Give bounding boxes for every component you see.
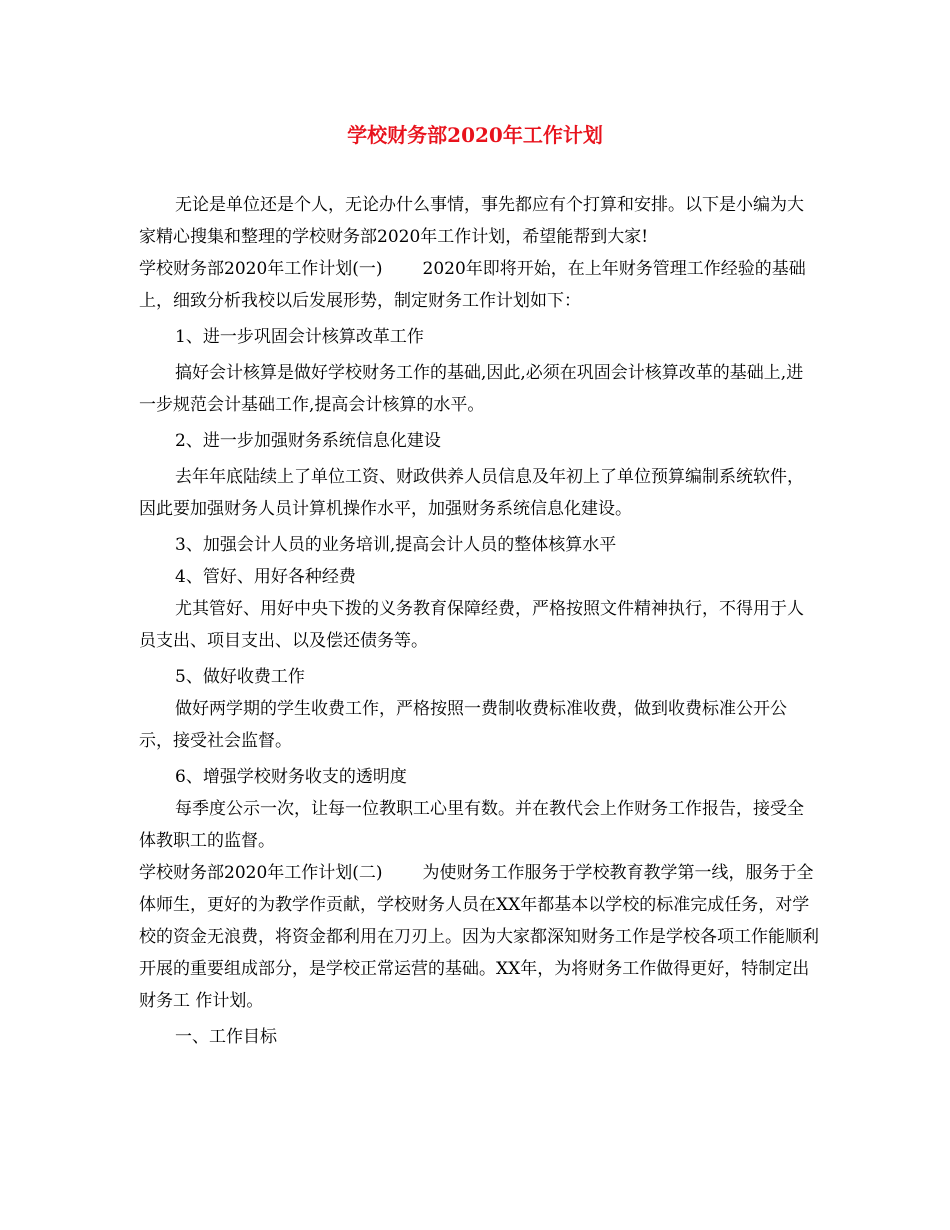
section-one-heading: 学校财务部2020年工作计划(一) [139, 259, 383, 279]
item-3-heading: 3、加强会计人员的业务培训,提高会计人员的整体核算水平 [175, 535, 617, 555]
item-6-text: 每季度公示一次，让每一位教职工心里有数。并在教代会上作财务工作报告，接受全体教职工的监督。 [139, 799, 804, 851]
item-5-text: 做好两学期的学生收费工作，严格按照一费制收费标准收费，做到收费标准公开公示，接受社会监督。 [139, 699, 787, 751]
item-1-text: 搞好会计核算是做好学校财务工作的基础,因此,必须在巩固会计核算改革的基础上,进一步规范会计基础工作,提高会计核算的水平。 [139, 363, 804, 415]
item-1-heading: 1、进一步巩固会计核算改革工作 [175, 327, 424, 347]
section-two-paragraph [139, 857, 819, 1017]
item-6-heading: 6、增强学校财务收支的透明度 [175, 767, 407, 787]
intro-paragraph: 无论是单位还是个人，无论办什么事情，事先都应有个打算和安排。以下是小编为大家精心搜集和整理的学校财务部2020年工作计划，希望能帮到大家! [139, 195, 804, 247]
document-title: 学校财务部2020年工作计划 [347, 123, 603, 147]
section-one-text: 2020年即将开始，在上年财务管理工作经验的基础上，细致分析我校以后发展形势，制定财务工作计划如下： [139, 259, 806, 311]
section-one-paragraph [139, 253, 819, 317]
item-4-heading: 4、管好、用好各种经费 [175, 567, 356, 587]
document-body [139, 189, 819, 1053]
item-4-text: 尤其管好、用好中央下拨的义务教育保障经费，严格按照文件精神执行，不得用于人员支出、项目支出、以及偿还债务等。 [139, 599, 804, 651]
section-two-heading: 学校财务部2020年工作计划(二) [139, 863, 383, 883]
item-2-text: 去年年底陆续上了单位工资、财政供养人员信息及年初上了单位预算编制系统软件，因此要加强财务人员计算机操作水平，加强财务系统信息化建设。 [139, 467, 804, 519]
item-5-heading: 5、做好收费工作 [175, 667, 305, 687]
goal-heading: 一、工作目标 [175, 1027, 277, 1047]
section-two-text: 为使财务工作服务于学校教育教学第一线，服务于全体师生，更好的为教学作贡献，学校财务人员在XX年都基本以学校的标准完成任务，对学校的资金无浪费，将资金都利用在刀刃上。因为大家都深知财务工作是学校各项工作能顺利开展的重要组成部分，是学校正常运营的基础。XX年，为将财务工作做得更好，特制定出财务工 作计划。 [139, 863, 819, 1011]
item-2-heading: 2、进一步加强财务系统信息化建设 [175, 431, 441, 451]
